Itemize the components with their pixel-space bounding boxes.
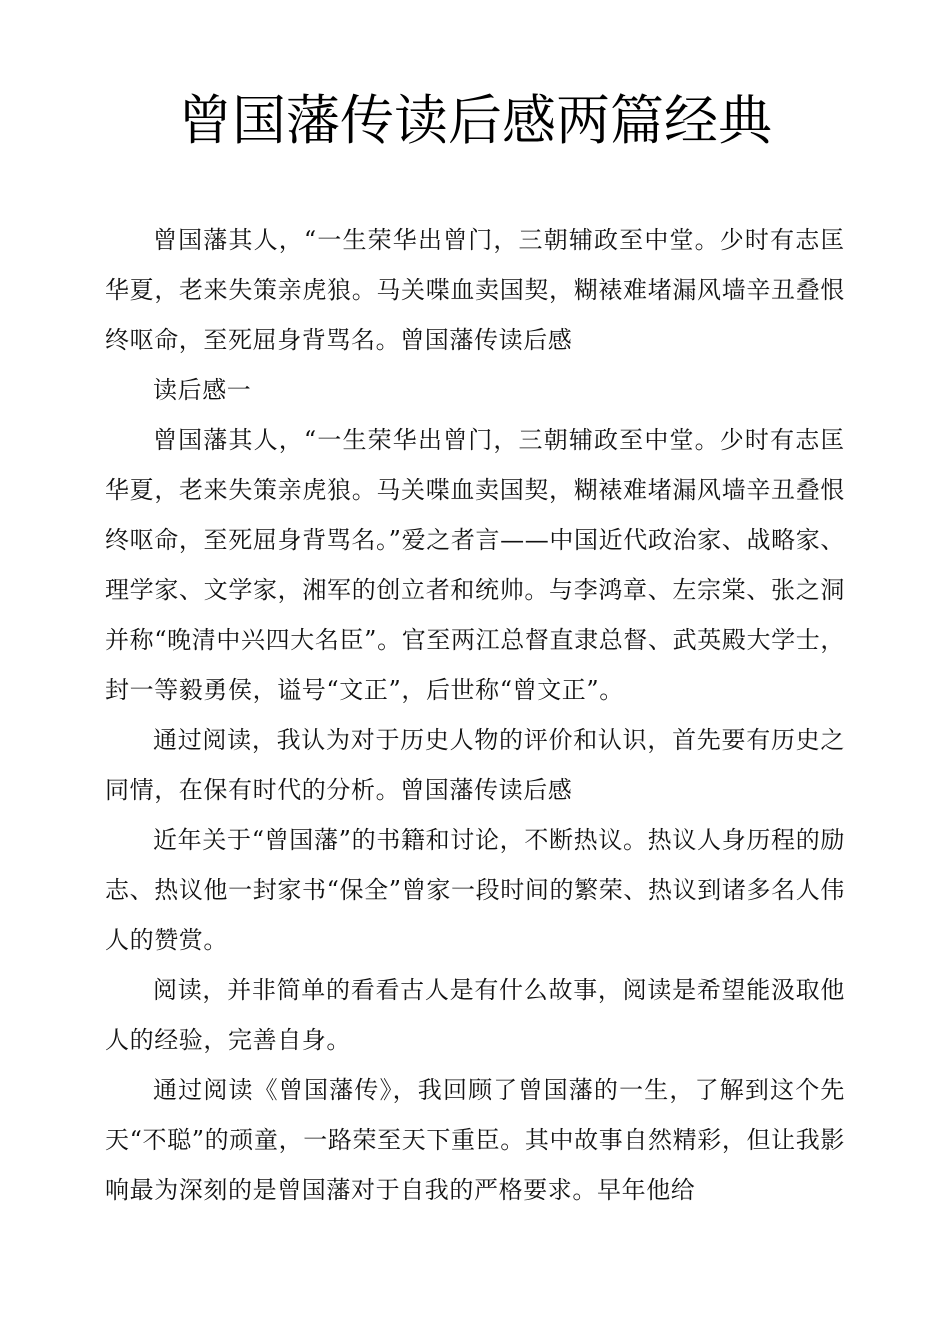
paragraph-recent-discussion: 近年关于“曾国藩”的书籍和讨论，不断热议。热议人身历程的励志、热议他一封家书“保全”曾家一段时间的繁荣、热议到诸多名人伟人的赞赏。	[105, 826, 845, 954]
paragraph-intro: 曾国藩其人，“一生荣华出曾门，三朝辅政至中堂。少时有志匡华夏，老来失策亲虎狼。马关喋血卖国契，糊裱难堵漏风墙辛丑叠恨终呕命，至死屈身背骂名。曾国藩传读后感	[105, 226, 845, 354]
document-body	[105, 215, 845, 1215]
paragraph-historical-view: 通过阅读，我认为对于历史人物的评价和认识，首先要有历史之同情，在保有时代的分析。曾国藩传读后感	[105, 726, 845, 804]
paragraph-section-heading: 读后感一	[153, 376, 252, 404]
paragraph-reflection: 通过阅读《曾国藩传》，我回顾了曾国藩的一生，了解到这个先天“不聪”的顽童，一路荣至天下重臣。其中故事自然精彩，但让我影响最为深刻的是曾国藩对于自我的严格要求。早年他给	[105, 1076, 845, 1204]
document-title: 曾国藩传读后感两篇经典	[178, 89, 772, 152]
paragraph-reading-purpose: 阅读，并非简单的看看古人是有什么故事，阅读是希望能汲取他人的经验，完善自身。	[105, 976, 845, 1054]
paragraph-biography: 曾国藩其人，“一生荣华出曾门，三朝辅政至中堂。少时有志匡华夏，老来失策亲虎狼。马关喋血卖国契，糊裱难堵漏风墙辛丑叠恨终呕命，至死屈身背骂名。”爱之者言——中国近代政治家、战略家、理学家、文学家，湘军的创立者和统帅。与李鸿章、左宗棠、张之洞并称“晚清中兴四大名臣”。官至两江总督直隶总督、武英殿大学士，封一等毅勇侯，谥号“文正”，后世称“曾文正”。	[105, 426, 845, 704]
